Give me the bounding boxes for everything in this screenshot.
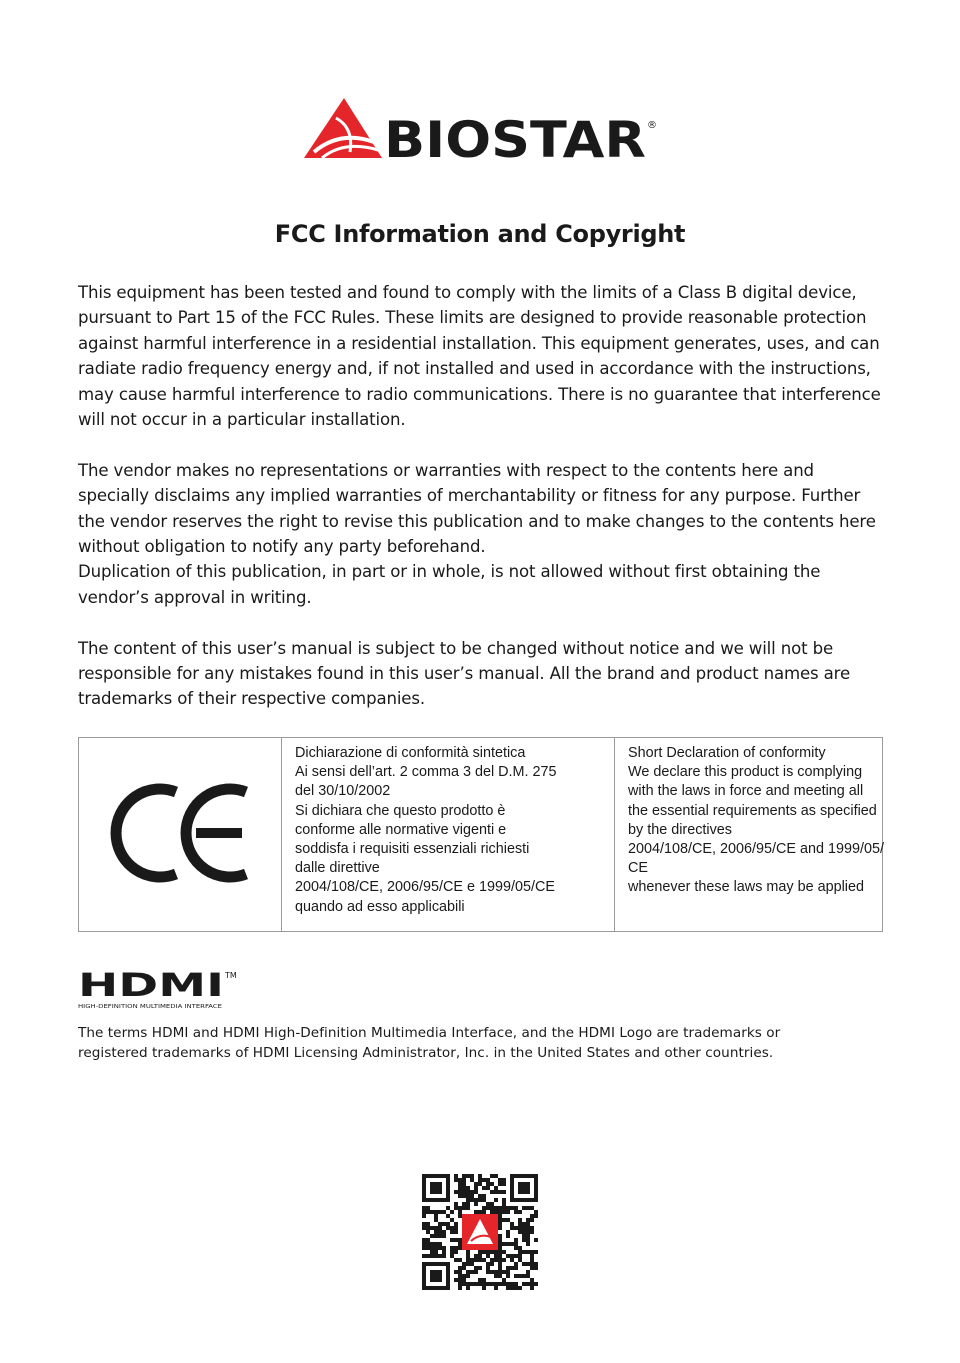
text-line: The vendor makes no representations or warranties with respect to the contents here and <box>78 460 814 480</box>
text-line: vendor’s approval in writing. <box>78 587 312 607</box>
ce-declaration-table <box>78 737 883 932</box>
english-line: Short Declaration of conformity <box>628 745 826 761</box>
ce-mark-cell <box>79 738 282 932</box>
english-line: the essential requirements as specified <box>628 802 877 819</box>
note-line: The terms HDMI and HDMI High-Definition Multimedia Interface, and the HDMI Logo are trademarks or <box>78 1025 781 1041</box>
italian-line: dalle direttive <box>295 860 380 877</box>
biostar-logo <box>300 94 660 164</box>
text-line: Duplication of this publication, in part or in whole, is not allowed without first obtaining the <box>78 562 821 582</box>
page-title: FCC Information and Copyright <box>274 220 686 248</box>
english-line: by the directives <box>628 821 732 838</box>
text-line: radiate radio frequency energy and, if not installed and used in accordance with the instructions, <box>78 359 871 379</box>
hdmi-trademark: TM <box>225 971 237 980</box>
text-line: This equipment has been tested and found to comply with the limits of a Class B digital device, <box>78 283 857 302</box>
english-line: We declare this product is complying <box>628 764 863 781</box>
hdmi-logo <box>78 968 248 1016</box>
registered-mark: ® <box>647 120 657 131</box>
ce-italian-cell <box>282 738 615 932</box>
italian-line: conforme alle normative vigenti e <box>295 821 507 838</box>
text-line: the vendor reserves the right to revise this publication and to make changes to the contents here <box>78 511 876 531</box>
english-line: 2004/108/CE, 2006/95/CE and 1999/05/ <box>628 841 885 858</box>
italian-line: soddisfa i requisiti essenziali richiesti <box>295 841 530 858</box>
biostar-triangle-icon <box>304 98 382 158</box>
italian-line: Dichiarazione di conformità sintetica <box>295 745 526 761</box>
text-line: specially disclaims any implied warranties of merchantability or fitness for any purpose. Further <box>78 486 861 506</box>
hdmi-trademark-note <box>78 1024 890 1063</box>
text-line: against harmful interference in a residential installation. This equipment generates, uses, and can <box>78 333 880 353</box>
italian-line: quando ad esso applicabili <box>295 898 465 915</box>
english-line: whenever these laws may be applied <box>628 879 864 896</box>
hdmi-tagline: HIGH-DEFINITION MULTIMEDIA INTERFACE <box>78 1004 222 1010</box>
english-line: CE <box>628 860 648 877</box>
brand-name: BIOSTAR <box>384 111 646 164</box>
paragraph-manual <box>78 636 900 712</box>
text-line: responsible for any mistakes found in this user’s manual. All the brand and product names are <box>78 664 851 684</box>
ce-mark-icon <box>92 744 273 925</box>
text-line: will not occur in a particular installation. <box>78 410 406 430</box>
italian-line: del 30/10/2002 <box>295 783 391 800</box>
text-line: The content of this user’s manual is subject to be changed without notice and we will not be <box>78 638 834 658</box>
hdmi-logo-text: HDMI <box>78 968 224 1004</box>
italian-line: 2004/108/CE, 2006/95/CE e 1999/05/CE <box>295 879 556 896</box>
text-line: trademarks of their respective companies. <box>78 689 425 709</box>
ce-english-cell <box>615 738 883 932</box>
paragraph-warranty <box>78 458 900 610</box>
note-line: registered trademarks of HDMI Licensing Administrator, Inc. in the United States and other countries. <box>78 1044 774 1061</box>
english-line: with the laws in force and meeting all <box>628 783 864 800</box>
text-line: without obligation to notify any party beforehand. <box>78 537 486 557</box>
qr-code-icon <box>422 1174 538 1290</box>
text-line: pursuant to Part 15 of the FCC Rules. These limits are designed to provide reasonable protection <box>78 308 867 328</box>
paragraph-fcc <box>78 280 900 432</box>
italian-line: Si dichiara che questo prodotto è <box>295 802 506 819</box>
body-text <box>78 280 900 712</box>
italian-line: Ai sensi dell’art. 2 comma 3 del D.M. 275 <box>295 764 557 781</box>
text-line: may cause harmful interference to radio communications. There is no guarantee that interference <box>78 384 881 404</box>
